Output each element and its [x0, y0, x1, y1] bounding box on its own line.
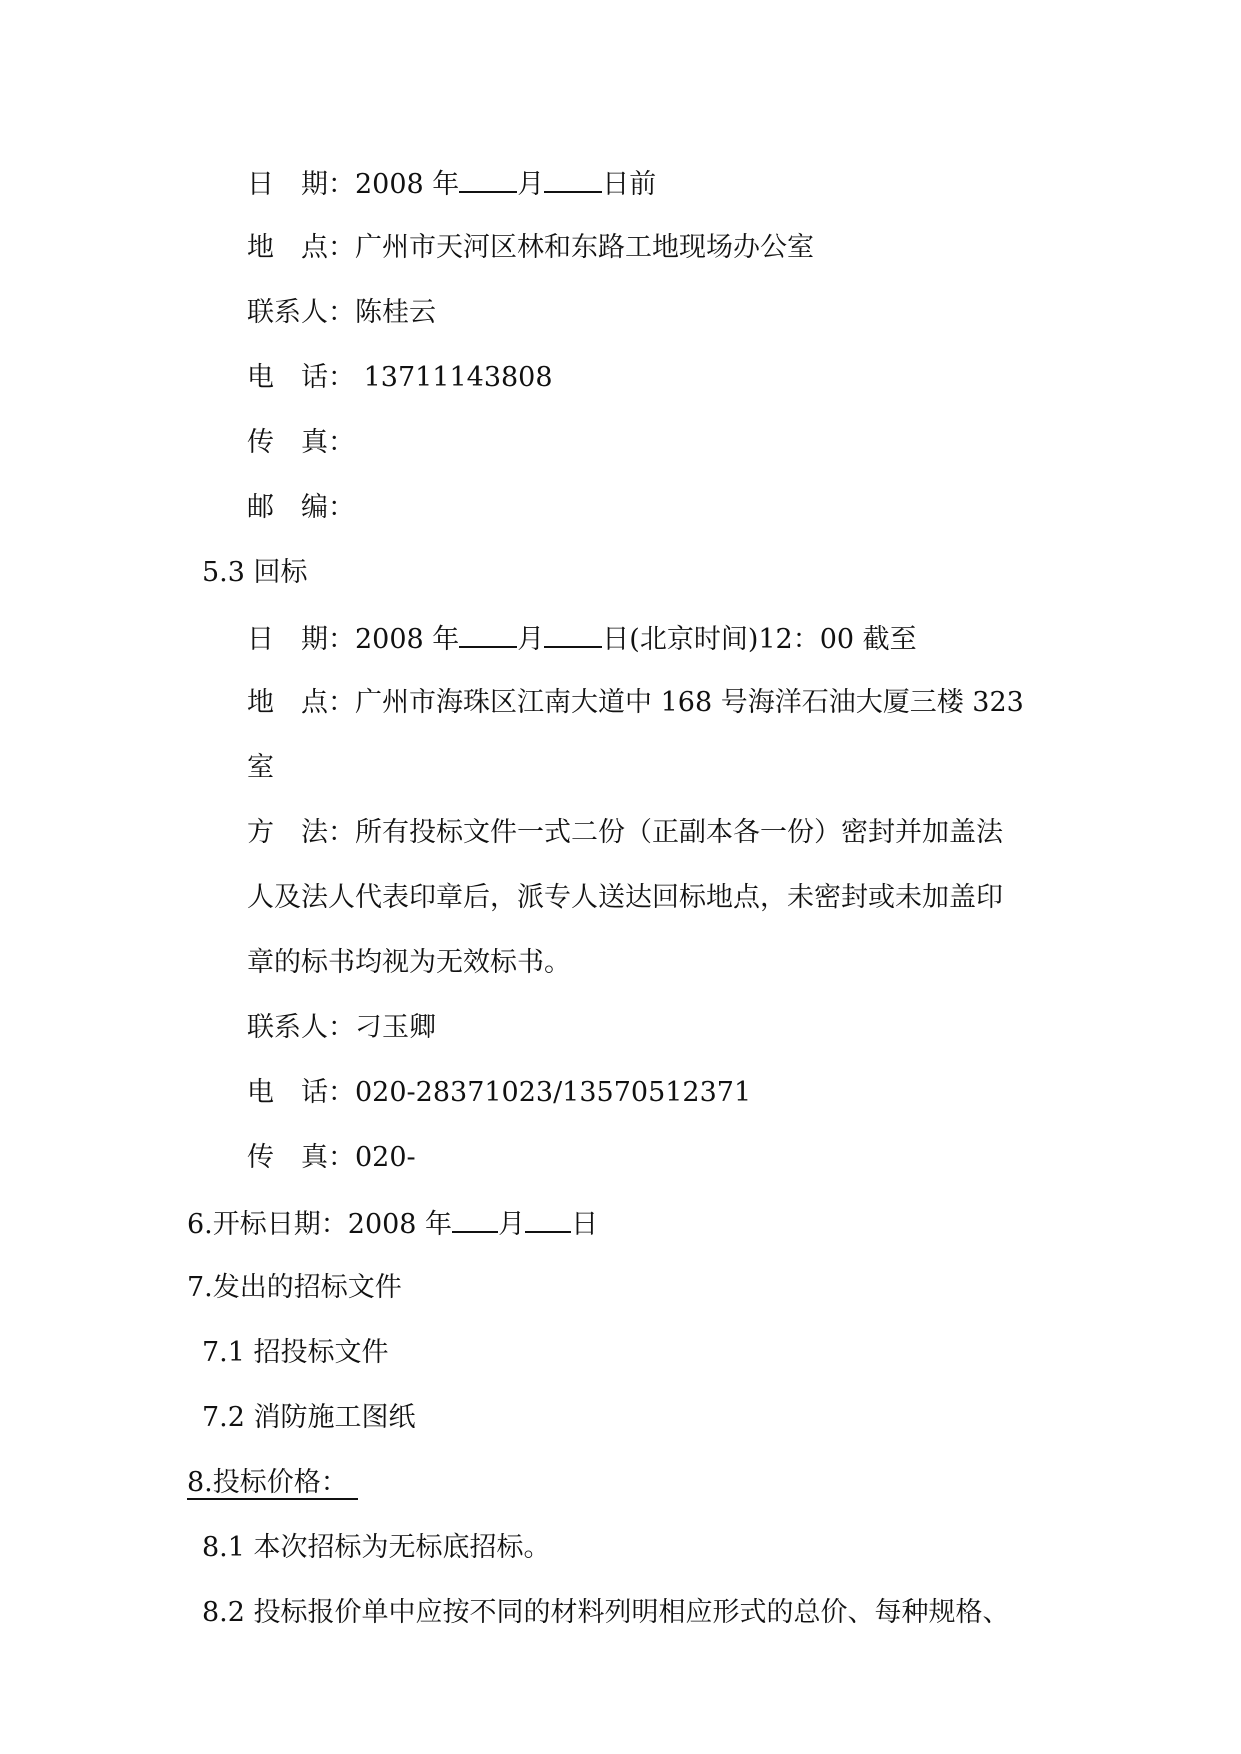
item-8-2: 8.2 投标报价单中应按不同的材料列明相应形式的总价、每种规格、	[202, 1597, 1010, 1628]
return-date-month: 月	[517, 624, 545, 655]
delivery-fax-line: 传 真：	[247, 427, 355, 458]
return-method-line-2: 人及法人代表印章后，派专人送达回标地点，未密封或未加盖印	[247, 882, 1003, 913]
month-blank	[459, 165, 517, 193]
item-7-2: 7.2 消防施工图纸	[202, 1402, 416, 1433]
delivery-date-prefix: 日 期：2008 年	[247, 169, 460, 200]
delivery-date-line	[247, 165, 656, 201]
day-blank	[525, 1205, 571, 1233]
return-contact-line: 联系人：刁玉卿	[247, 1012, 436, 1043]
return-place-line: 地 点：广州市海珠区江南大道中 168 号海洋石油大厦三楼 323	[247, 687, 1024, 718]
section-heading-8-text: 8.投标价格：	[187, 1467, 358, 1500]
opening-date-suffix: 日	[571, 1209, 599, 1240]
return-method-line: 方 法：所有投标文件一式二份（正副本各一份）密封并加盖法	[247, 817, 1003, 848]
delivery-postcode-line: 邮 编：	[247, 492, 355, 523]
item-7-1: 7.1 招投标文件	[202, 1337, 389, 1368]
delivery-date-month: 月	[517, 169, 545, 200]
return-date-line	[247, 620, 917, 656]
item-8-1: 8.1 本次招标为无标底招标。	[202, 1532, 551, 1563]
month-blank	[459, 620, 517, 648]
return-date-suffix: 日(北京时间)12：00 截至	[602, 624, 917, 655]
delivery-phone-line: 电 话： 13711143808	[247, 362, 553, 393]
return-fax-line: 传 真：020-	[247, 1142, 416, 1173]
delivery-contact-line: 联系人：陈桂云	[247, 297, 436, 328]
day-blank	[544, 165, 602, 193]
opening-date-month: 月	[498, 1209, 526, 1240]
return-method-line-3: 章的标书均视为无效标书。	[247, 947, 571, 978]
section-heading-8	[187, 1465, 358, 1501]
delivery-place-line: 地 点：广州市天河区林和东路工地现场办公室	[247, 232, 814, 263]
return-date-prefix: 日 期：2008 年	[247, 624, 460, 655]
return-phone-line: 电 话：020-28371023/13570512371	[247, 1077, 752, 1108]
opening-date-prefix: 6.开标日期：2008 年	[187, 1209, 453, 1240]
day-blank	[544, 620, 602, 648]
month-blank	[452, 1205, 498, 1233]
return-place-line-cont: 室	[247, 752, 274, 783]
section-heading-5-3: 5.3 回标	[202, 557, 308, 588]
section-heading-6	[187, 1205, 598, 1241]
delivery-date-suffix: 日前	[602, 169, 657, 200]
section-heading-7: 7.发出的招标文件	[187, 1272, 402, 1303]
